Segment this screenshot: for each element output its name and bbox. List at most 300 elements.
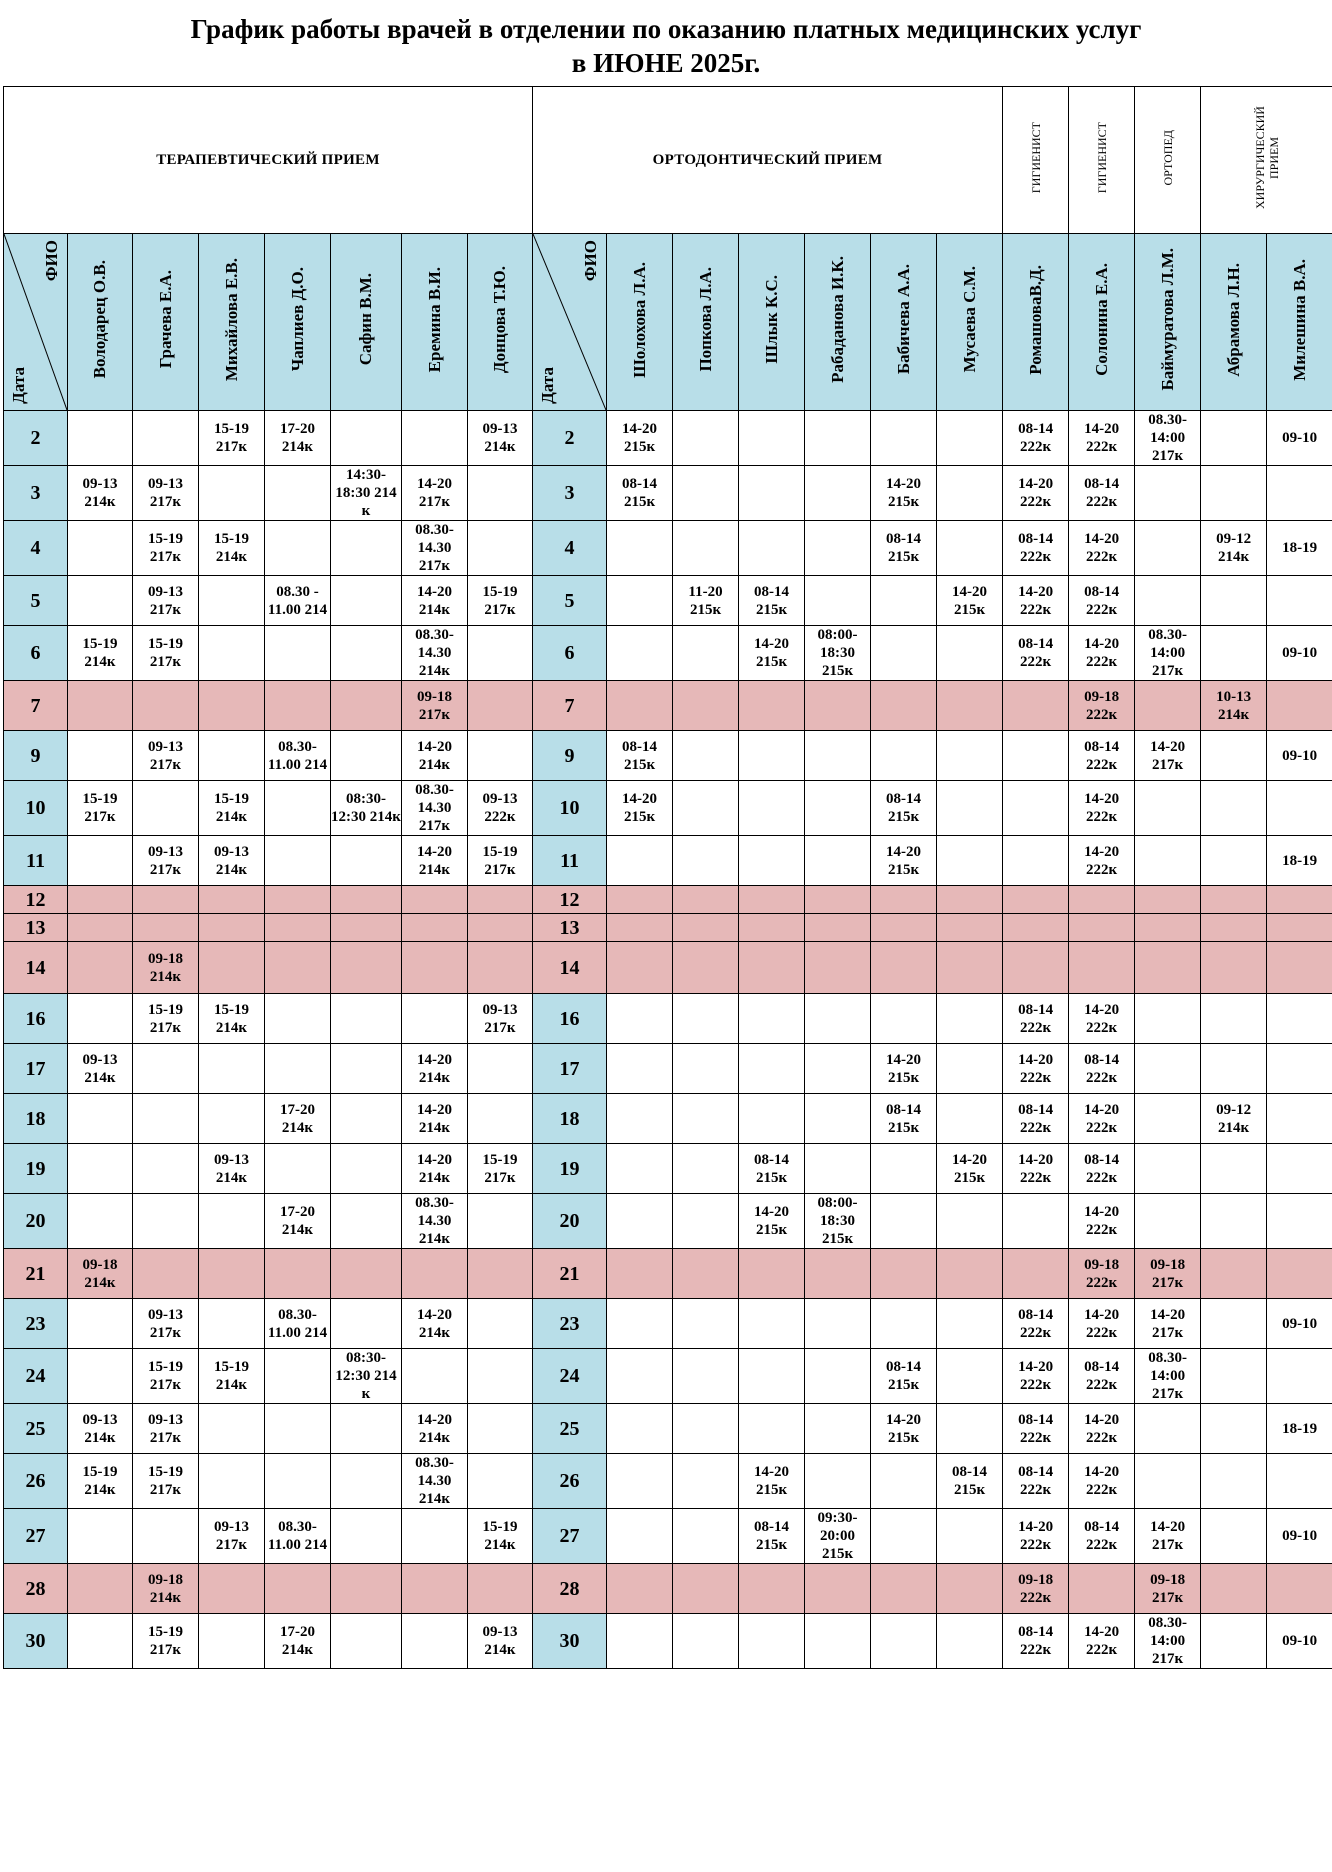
date-cell: 3 xyxy=(533,466,607,521)
schedule-cell xyxy=(739,1094,805,1144)
schedule-cell xyxy=(265,886,331,914)
schedule-cell xyxy=(1201,914,1267,942)
schedule-cell: 08.30- 14.30 214к xyxy=(402,1454,468,1509)
date-cell: 7 xyxy=(4,681,68,731)
schedule-cell xyxy=(1003,781,1069,836)
schedule-cell: 09-10 xyxy=(1267,626,1332,681)
group-header-row xyxy=(4,87,1332,234)
date-cell: 27 xyxy=(4,1509,68,1564)
schedule-cell xyxy=(607,576,673,626)
date-cell: 27 xyxy=(533,1509,607,1564)
schedule-cell xyxy=(68,681,133,731)
schedule-cell xyxy=(1267,886,1332,914)
schedule-cell xyxy=(739,942,805,994)
date-cell: 23 xyxy=(4,1299,68,1349)
schedule-cell: 15-19 217к xyxy=(133,626,199,681)
schedule-cell: 14-20 222к xyxy=(1069,1404,1135,1454)
doctor-name: Милешина В.А. xyxy=(1289,258,1309,381)
schedule-cell: 08.30 - 11.00 214 xyxy=(265,576,331,626)
doctor-header-2 xyxy=(199,234,265,411)
schedule-cell xyxy=(739,466,805,521)
schedule-cell xyxy=(1201,576,1267,626)
date-cell: 23 xyxy=(533,1299,607,1349)
doctor-header-15 xyxy=(1135,234,1201,411)
schedule-cell: 09-13 217к xyxy=(133,731,199,781)
schedule-cell xyxy=(1201,994,1267,1044)
title-line-2: в ИЮНЕ 2025г. xyxy=(571,48,761,78)
doctor-header-3 xyxy=(265,234,331,411)
schedule-cell xyxy=(805,576,871,626)
schedule-cell xyxy=(68,1614,133,1669)
schedule-cell xyxy=(1267,1044,1332,1094)
schedule-cell xyxy=(68,1564,133,1614)
schedule-cell xyxy=(739,1249,805,1299)
schedule-cell xyxy=(331,1044,402,1094)
schedule-cell xyxy=(739,1564,805,1614)
schedule-cell xyxy=(199,1094,265,1144)
schedule-cell xyxy=(937,942,1003,994)
schedule-cell: 15-19 217к xyxy=(468,836,533,886)
schedule-cell xyxy=(805,836,871,886)
schedule-cell xyxy=(265,1044,331,1094)
schedule-cell xyxy=(1201,411,1267,466)
schedule-cell xyxy=(402,1349,468,1404)
schedule-cell xyxy=(1201,1194,1267,1249)
schedule-cell xyxy=(468,1249,533,1299)
corner-fio-label: ФИО xyxy=(42,240,61,282)
schedule-cell: 14-20 214к xyxy=(402,1299,468,1349)
schedule-cell xyxy=(199,731,265,781)
group-surgery xyxy=(1201,87,1332,234)
schedule-cell xyxy=(937,466,1003,521)
schedule-cell xyxy=(805,1614,871,1669)
group-therapy: ТЕРАПЕВТИЧЕСКИЙ ПРИЕМ xyxy=(4,87,533,234)
schedule-cell: 08:00- 18:30 215к xyxy=(805,1194,871,1249)
schedule-cell: 08-14 215к xyxy=(871,1349,937,1404)
schedule-cell: 14-20 215к xyxy=(937,1144,1003,1194)
schedule-cell xyxy=(402,914,468,942)
schedule-cell: 08-14 222к xyxy=(1003,994,1069,1044)
schedule-cell: 09-10 xyxy=(1267,1614,1332,1669)
schedule-cell xyxy=(1135,781,1201,836)
schedule-cell xyxy=(937,1509,1003,1564)
schedule-cell xyxy=(1135,1044,1201,1094)
schedule-cell: 09-10 xyxy=(1267,411,1332,466)
schedule-cell: 14-20 217к xyxy=(1135,1509,1201,1564)
date-cell: 13 xyxy=(4,914,68,942)
schedule-cell: 08-14 222к xyxy=(1003,1404,1069,1454)
date-cell: 2 xyxy=(4,411,68,466)
doctor-header-7 xyxy=(607,234,673,411)
schedule-cell xyxy=(937,411,1003,466)
schedule-cell xyxy=(68,914,133,942)
schedule-body xyxy=(4,411,1332,1669)
schedule-cell: 09-13 217к xyxy=(133,466,199,521)
schedule-cell xyxy=(937,1404,1003,1454)
schedule-cell xyxy=(607,1614,673,1669)
schedule-cell xyxy=(607,681,673,731)
schedule-cell xyxy=(1003,681,1069,731)
group-orthodontic: ОРТОДОНТИЧЕСКИЙ ПРИЕМ xyxy=(533,87,1003,234)
schedule-cell: 14-20 222к xyxy=(1003,1144,1069,1194)
schedule-cell: 14-20 215к xyxy=(607,411,673,466)
schedule-cell xyxy=(265,1454,331,1509)
group-hygienist-1-label: ГИГИЕНИСТ xyxy=(1028,121,1043,194)
date-cell: 18 xyxy=(533,1094,607,1144)
schedule-cell xyxy=(805,886,871,914)
schedule-cell xyxy=(805,521,871,576)
schedule-cell: 08-14 222к xyxy=(1069,1349,1135,1404)
title-line-1: График работы врачей в отделении по оказанию платных медицинских услуг xyxy=(190,14,1142,44)
schedule-cell: 17-20 214к xyxy=(265,1614,331,1669)
schedule-cell xyxy=(468,731,533,781)
schedule-cell xyxy=(468,466,533,521)
schedule-cell: 14-20 215к xyxy=(937,576,1003,626)
schedule-cell xyxy=(739,411,805,466)
doctor-name: РомашоваВ.Д. xyxy=(1025,264,1045,375)
schedule-cell xyxy=(468,1349,533,1404)
date-cell: 28 xyxy=(4,1564,68,1614)
schedule-cell xyxy=(133,914,199,942)
date-cell: 19 xyxy=(4,1144,68,1194)
schedule-cell: 14-20 215к xyxy=(871,1404,937,1454)
schedule-cell xyxy=(673,886,739,914)
date-cell: 10 xyxy=(533,781,607,836)
schedule-cell: 09-12 214к xyxy=(1201,1094,1267,1144)
doctor-name: Попкова Л.А. xyxy=(695,267,715,372)
schedule-cell xyxy=(265,626,331,681)
schedule-cell: 09-13 214к xyxy=(199,1144,265,1194)
schedule-cell xyxy=(1267,994,1332,1044)
table-row xyxy=(4,466,1332,521)
schedule-cell: 09-18 214к xyxy=(133,942,199,994)
schedule-cell xyxy=(673,1044,739,1094)
date-cell: 10 xyxy=(4,781,68,836)
schedule-cell xyxy=(265,914,331,942)
schedule-cell: 14-20 214к xyxy=(402,1404,468,1454)
schedule-cell: 14-20 214к xyxy=(402,836,468,886)
schedule-cell: 08.30- 14.30 217к xyxy=(402,521,468,576)
schedule-cell xyxy=(805,914,871,942)
schedule-cell xyxy=(607,914,673,942)
schedule-cell xyxy=(468,942,533,994)
schedule-cell xyxy=(199,681,265,731)
schedule-cell xyxy=(331,1144,402,1194)
schedule-cell: 08-14 222к xyxy=(1069,1044,1135,1094)
schedule-cell: 14-20 222к xyxy=(1069,1194,1135,1249)
date-cell: 30 xyxy=(4,1614,68,1669)
schedule-cell xyxy=(468,1094,533,1144)
schedule-cell xyxy=(468,681,533,731)
date-cell: 24 xyxy=(533,1349,607,1404)
doctor-header-17 xyxy=(1267,234,1332,411)
schedule-cell xyxy=(402,994,468,1044)
date-cell: 20 xyxy=(533,1194,607,1249)
schedule-cell: 14-20 214к xyxy=(402,731,468,781)
date-cell: 5 xyxy=(533,576,607,626)
schedule-cell: 14-20 214к xyxy=(402,1144,468,1194)
schedule-cell xyxy=(607,1194,673,1249)
schedule-cell: 08-14 215к xyxy=(871,781,937,836)
table-row xyxy=(4,1299,1332,1349)
schedule-cell: 09-13 214к xyxy=(68,1404,133,1454)
schedule-cell xyxy=(1201,1614,1267,1669)
schedule-cell: 11-20 215к xyxy=(673,576,739,626)
schedule-cell xyxy=(265,836,331,886)
doctor-name: Михайлова Е.В. xyxy=(221,257,241,382)
schedule-cell xyxy=(265,521,331,576)
schedule-cell: 15-19 214к xyxy=(199,521,265,576)
schedule-cell xyxy=(265,1144,331,1194)
date-cell: 4 xyxy=(4,521,68,576)
schedule-cell xyxy=(1069,886,1135,914)
schedule-cell xyxy=(673,1564,739,1614)
doctor-name: Шлык К.С. xyxy=(761,275,781,364)
schedule-cell xyxy=(199,1404,265,1454)
schedule-cell xyxy=(133,681,199,731)
schedule-cell xyxy=(739,836,805,886)
schedule-cell xyxy=(331,1564,402,1614)
schedule-cell xyxy=(402,1509,468,1564)
date-cell: 13 xyxy=(533,914,607,942)
schedule-cell xyxy=(468,626,533,681)
schedule-cell xyxy=(607,1144,673,1194)
date-cell: 21 xyxy=(4,1249,68,1299)
schedule-cell: 08.30- 11.00 214 xyxy=(265,1299,331,1349)
schedule-cell: 15-19 217к xyxy=(68,781,133,836)
doctor-name: Донцова Т.Ю. xyxy=(490,265,509,374)
schedule-cell: 18-19 xyxy=(1267,521,1332,576)
schedule-cell xyxy=(1267,914,1332,942)
schedule-cell xyxy=(468,1044,533,1094)
schedule-cell: 09-13 214к xyxy=(68,466,133,521)
schedule-cell: 08.30- 14:00 217к xyxy=(1135,626,1201,681)
schedule-cell xyxy=(805,411,871,466)
schedule-cell xyxy=(133,886,199,914)
doctor-name: Сафин В.М. xyxy=(356,273,375,366)
schedule-cell xyxy=(937,994,1003,1044)
schedule-cell xyxy=(673,914,739,942)
schedule-cell xyxy=(739,681,805,731)
schedule-cell xyxy=(133,1094,199,1144)
schedule-cell xyxy=(1135,994,1201,1044)
schedule-cell xyxy=(1003,1249,1069,1299)
schedule-cell xyxy=(1135,1404,1201,1454)
schedule-cell xyxy=(937,1564,1003,1614)
schedule-cell xyxy=(673,836,739,886)
schedule-cell xyxy=(673,1454,739,1509)
schedule-cell xyxy=(199,1564,265,1614)
schedule-cell xyxy=(607,836,673,886)
schedule-cell xyxy=(1201,731,1267,781)
schedule-cell xyxy=(805,1044,871,1094)
schedule-cell: 14-20 214к xyxy=(402,1094,468,1144)
schedule-cell xyxy=(805,994,871,1044)
table-row xyxy=(4,1564,1332,1614)
schedule-cell: 09-13 217к xyxy=(199,1509,265,1564)
group-surgery-label: ХИРУРГИЧЕСКИЙ ПРИЕМ xyxy=(1252,106,1281,209)
schedule-cell xyxy=(68,1144,133,1194)
schedule-cell xyxy=(871,576,937,626)
schedule-cell xyxy=(68,1509,133,1564)
group-hygienist-1 xyxy=(1003,87,1069,234)
schedule-cell xyxy=(673,1614,739,1669)
schedule-cell: 17-20 214к xyxy=(265,1094,331,1144)
schedule-cell xyxy=(607,994,673,1044)
schedule-cell: 14-20 215к xyxy=(739,626,805,681)
schedule-cell: 14-20 222к xyxy=(1003,1509,1069,1564)
schedule-cell: 14-20 215к xyxy=(607,781,673,836)
schedule-cell xyxy=(68,411,133,466)
schedule-cell xyxy=(199,626,265,681)
table-row xyxy=(4,411,1332,466)
schedule-cell xyxy=(937,626,1003,681)
schedule-cell xyxy=(1069,914,1135,942)
schedule-cell: 08-14 222к xyxy=(1003,411,1069,466)
doctor-header-16 xyxy=(1201,234,1267,411)
schedule-cell: 15-19 217к xyxy=(199,411,265,466)
schedule-cell: 15-19 214к xyxy=(68,626,133,681)
schedule-cell xyxy=(265,1404,331,1454)
doctor-header-9 xyxy=(739,234,805,411)
schedule-cell xyxy=(1267,781,1332,836)
doctor-name: Абрамова Л.Н. xyxy=(1223,262,1243,377)
schedule-cell xyxy=(1267,1454,1332,1509)
date-cell: 19 xyxy=(533,1144,607,1194)
schedule-cell: 14-20 222к xyxy=(1003,466,1069,521)
schedule-cell xyxy=(673,1249,739,1299)
schedule-cell xyxy=(673,1194,739,1249)
date-cell: 11 xyxy=(4,836,68,886)
schedule-cell xyxy=(1135,576,1201,626)
schedule-cell xyxy=(265,994,331,1044)
table-row xyxy=(4,731,1332,781)
schedule-cell xyxy=(331,626,402,681)
schedule-cell xyxy=(1201,1044,1267,1094)
schedule-cell xyxy=(937,1044,1003,1094)
schedule-cell: 09-18 214к xyxy=(68,1249,133,1299)
schedule-cell: 14-20 215к xyxy=(871,1044,937,1094)
schedule-cell xyxy=(468,914,533,942)
schedule-cell xyxy=(331,942,402,994)
schedule-cell xyxy=(402,1564,468,1614)
schedule-cell: 08-14 222к xyxy=(1003,521,1069,576)
schedule-cell: 09-10 xyxy=(1267,731,1332,781)
schedule-cell xyxy=(199,1299,265,1349)
schedule-cell xyxy=(739,731,805,781)
schedule-cell: 14:30- 18:30 214 к xyxy=(331,466,402,521)
schedule-cell xyxy=(331,411,402,466)
date-cell: 5 xyxy=(4,576,68,626)
schedule-cell xyxy=(265,1564,331,1614)
schedule-cell: 14-20 222к xyxy=(1069,411,1135,466)
table-row xyxy=(4,1144,1332,1194)
schedule-cell xyxy=(265,681,331,731)
schedule-cell xyxy=(1201,781,1267,836)
schedule-cell xyxy=(68,1349,133,1404)
schedule-cell xyxy=(607,1249,673,1299)
schedule-cell xyxy=(607,1299,673,1349)
schedule-cell xyxy=(331,1194,402,1249)
schedule-cell xyxy=(739,1044,805,1094)
date-cell: 14 xyxy=(533,942,607,994)
schedule-cell xyxy=(1069,942,1135,994)
schedule-cell xyxy=(739,781,805,836)
schedule-cell xyxy=(331,1614,402,1669)
group-hygienist-2-label: ГИГИЕНИСТ xyxy=(1094,121,1109,194)
schedule-cell xyxy=(1135,1094,1201,1144)
schedule-cell xyxy=(1201,1349,1267,1404)
corner-fio-date-2 xyxy=(533,234,607,411)
schedule-cell xyxy=(871,731,937,781)
schedule-cell xyxy=(937,886,1003,914)
schedule-cell xyxy=(673,411,739,466)
date-cell: 25 xyxy=(533,1404,607,1454)
date-cell: 9 xyxy=(533,731,607,781)
schedule-cell xyxy=(265,1249,331,1299)
date-cell: 25 xyxy=(4,1404,68,1454)
doctor-header-6 xyxy=(468,234,533,411)
schedule-cell: 08-14 215к xyxy=(871,1094,937,1144)
schedule-cell xyxy=(673,781,739,836)
schedule-cell: 14-20 222к xyxy=(1069,1614,1135,1669)
schedule-cell xyxy=(805,1144,871,1194)
schedule-cell xyxy=(937,1194,1003,1249)
schedule-cell xyxy=(1267,576,1332,626)
schedule-cell: 09-13 214к xyxy=(468,411,533,466)
doctor-name: Солонина Е.А. xyxy=(1091,263,1111,376)
table-row xyxy=(4,781,1332,836)
date-cell: 30 xyxy=(533,1614,607,1669)
schedule-cell: 08-14 222к xyxy=(1003,1454,1069,1509)
schedule-cell xyxy=(68,942,133,994)
schedule-cell xyxy=(805,1564,871,1614)
schedule-cell xyxy=(265,781,331,836)
doctor-header-11 xyxy=(871,234,937,411)
doctor-name: Шолохова Л.А. xyxy=(629,261,649,378)
schedule-cell xyxy=(1267,681,1332,731)
schedule-cell xyxy=(673,1094,739,1144)
doctor-header-10 xyxy=(805,234,871,411)
schedule-cell xyxy=(331,886,402,914)
schedule-cell: 09-13 217к xyxy=(468,994,533,1044)
schedule-cell: 09-13 214к xyxy=(68,1044,133,1094)
schedule-cell: 09-18 222к xyxy=(1069,1249,1135,1299)
schedule-cell xyxy=(402,1249,468,1299)
schedule-cell xyxy=(68,1094,133,1144)
schedule-cell xyxy=(199,1614,265,1669)
schedule-cell: 08-14 222к xyxy=(1003,1094,1069,1144)
schedule-cell xyxy=(937,521,1003,576)
schedule-cell xyxy=(331,731,402,781)
schedule-cell xyxy=(133,411,199,466)
schedule-cell: 08-14 222к xyxy=(1003,1614,1069,1669)
schedule-cell: 09-13 214к xyxy=(468,1614,533,1669)
schedule-cell: 09:30- 20:00 215к xyxy=(805,1509,871,1564)
date-cell: 28 xyxy=(533,1564,607,1614)
schedule-cell xyxy=(673,1299,739,1349)
schedule-cell xyxy=(265,466,331,521)
schedule-cell: 15-19 214к xyxy=(468,1509,533,1564)
schedule-cell: 08.30- 14.30 214к xyxy=(402,1194,468,1249)
schedule-cell xyxy=(871,1194,937,1249)
schedule-cell xyxy=(805,781,871,836)
doctor-name: Баймуратова Л.М. xyxy=(1157,248,1177,391)
schedule-cell: 15-19 217к xyxy=(133,1349,199,1404)
schedule-cell xyxy=(199,1194,265,1249)
schedule-cell xyxy=(468,1194,533,1249)
schedule-cell xyxy=(673,626,739,681)
